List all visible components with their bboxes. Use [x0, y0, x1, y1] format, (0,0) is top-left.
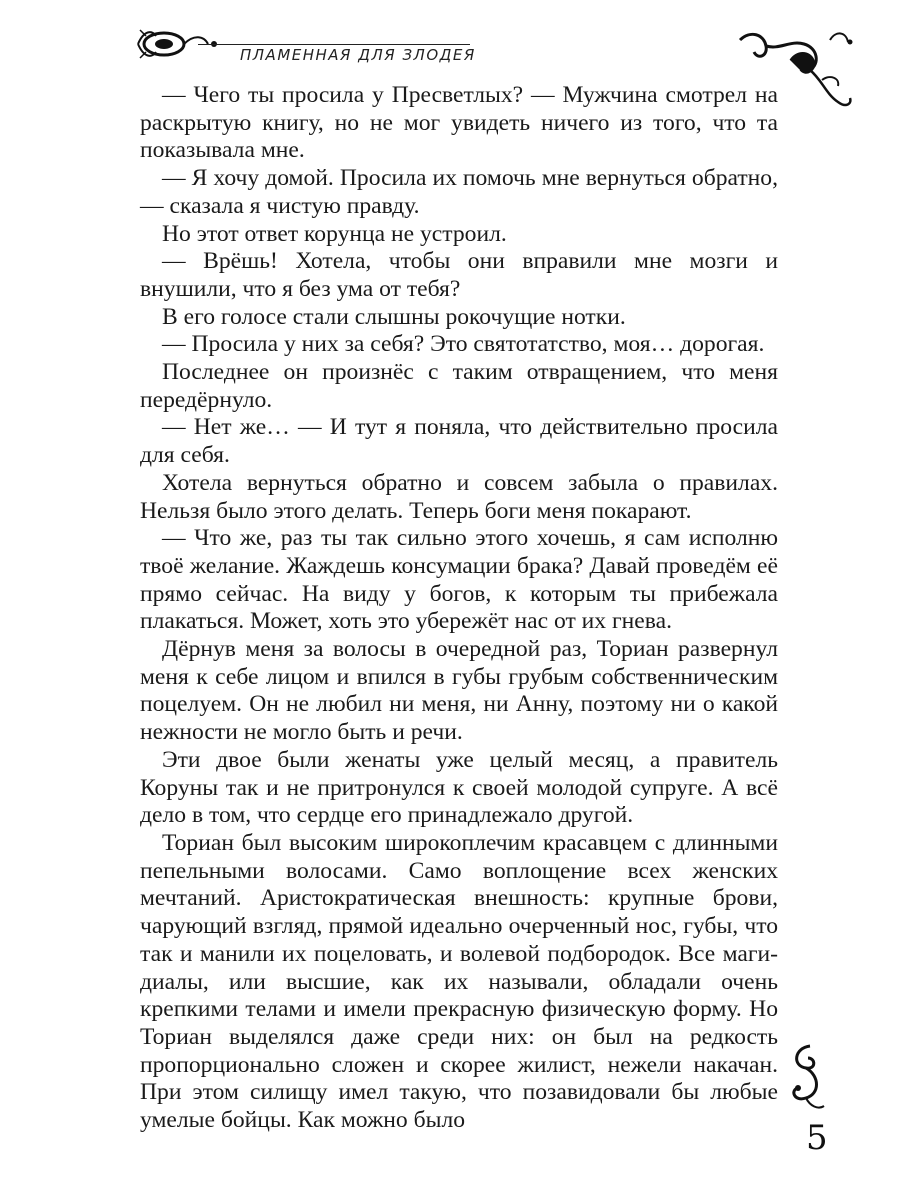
paragraph: — Чего ты просила у Пресветлых? — Мужчина смотрел на раскрытую книгу, но не мог увидеть ничего из того, что та показывала мне.: [140, 82, 778, 164]
body-text: [140, 82, 778, 1135]
paragraph: — Просила у них за себя? Это святотатство, моя… дорогая.: [162, 331, 765, 358]
paragraph: Ториан был высоким широкоплечим красавцем с длинными пепельными волосами. Само воплощение всех женских мечтаний. Аристократическая внешность: крупные брови, чарующий взгляд, прямой идеально очерченный нос, губы, что так и манили их поцеловать, и волевой подбородок. Все маги-диалы, или высшие, как их называли, обладали очень крепкими телами и имели прекрасную физическую форму. Но Ториан выделялся даже среди них: он был на редкость пропорционально сложен и скорее жилист, нежели накачан. При этом силищу имел такую, что позавидовали бы любые умелые бойцы. Как можно было: [140, 829, 778, 1134]
paragraph: Эти двое были женаты уже целый месяц, а правитель Коруны так и не притронулся к своей молодой супруге. А всё дело в том, что сердце его принадлежало другой.: [140, 746, 778, 829]
paragraph: В его голосе стали слышны рокочущие нотки.: [162, 303, 626, 330]
page-number: 5: [806, 1118, 828, 1158]
paragraph: Но этот ответ корунца не устроил.: [162, 220, 507, 247]
paragraph: — Нет же… — И тут я поняла, что действительно просила для себя.: [140, 414, 778, 469]
paragraph: — Я хочу домой. Просила их помочь мне вернуться обратно, — сказала я чистую правду.: [140, 165, 778, 219]
paragraph: — Что же, раз ты так сильно этого хочешь, я сам исполню твоё желание. Жаждешь консумации брака? Давай проведём её прямо сейчас. На виду у богов, к которым ты прибежала плакаться. Может, хоть это убережёт нас от их гнева.: [140, 525, 778, 635]
paragraph: Дёрнув меня за волосы в очередной раз, Ториан развернул меня к себе лицом и впился в губы грубым собственническим поцелуем. Он не любил ни меня, ни Анну, поэтому ни о какой нежности не могло быть и речи.: [140, 636, 778, 746]
paragraph: Последнее он произнёс с таким отвращением, что меня передёрнуло.: [140, 359, 778, 413]
running-title: ПЛАМЕННАЯ ДЛЯ ЗЛОДЕЯ: [240, 46, 476, 64]
header-rule: [198, 44, 470, 45]
side-swirl-icon: [780, 1040, 830, 1120]
paragraph: Хотела вернуться обратно и совсем забыла о правилах. Нельзя было этого делать. Теперь боги меня покарают.: [140, 469, 778, 524]
paragraph: — Врёшь! Хотела, чтобы они вправили мне мозги и внушили, что я без ума от тебя?: [140, 248, 778, 302]
